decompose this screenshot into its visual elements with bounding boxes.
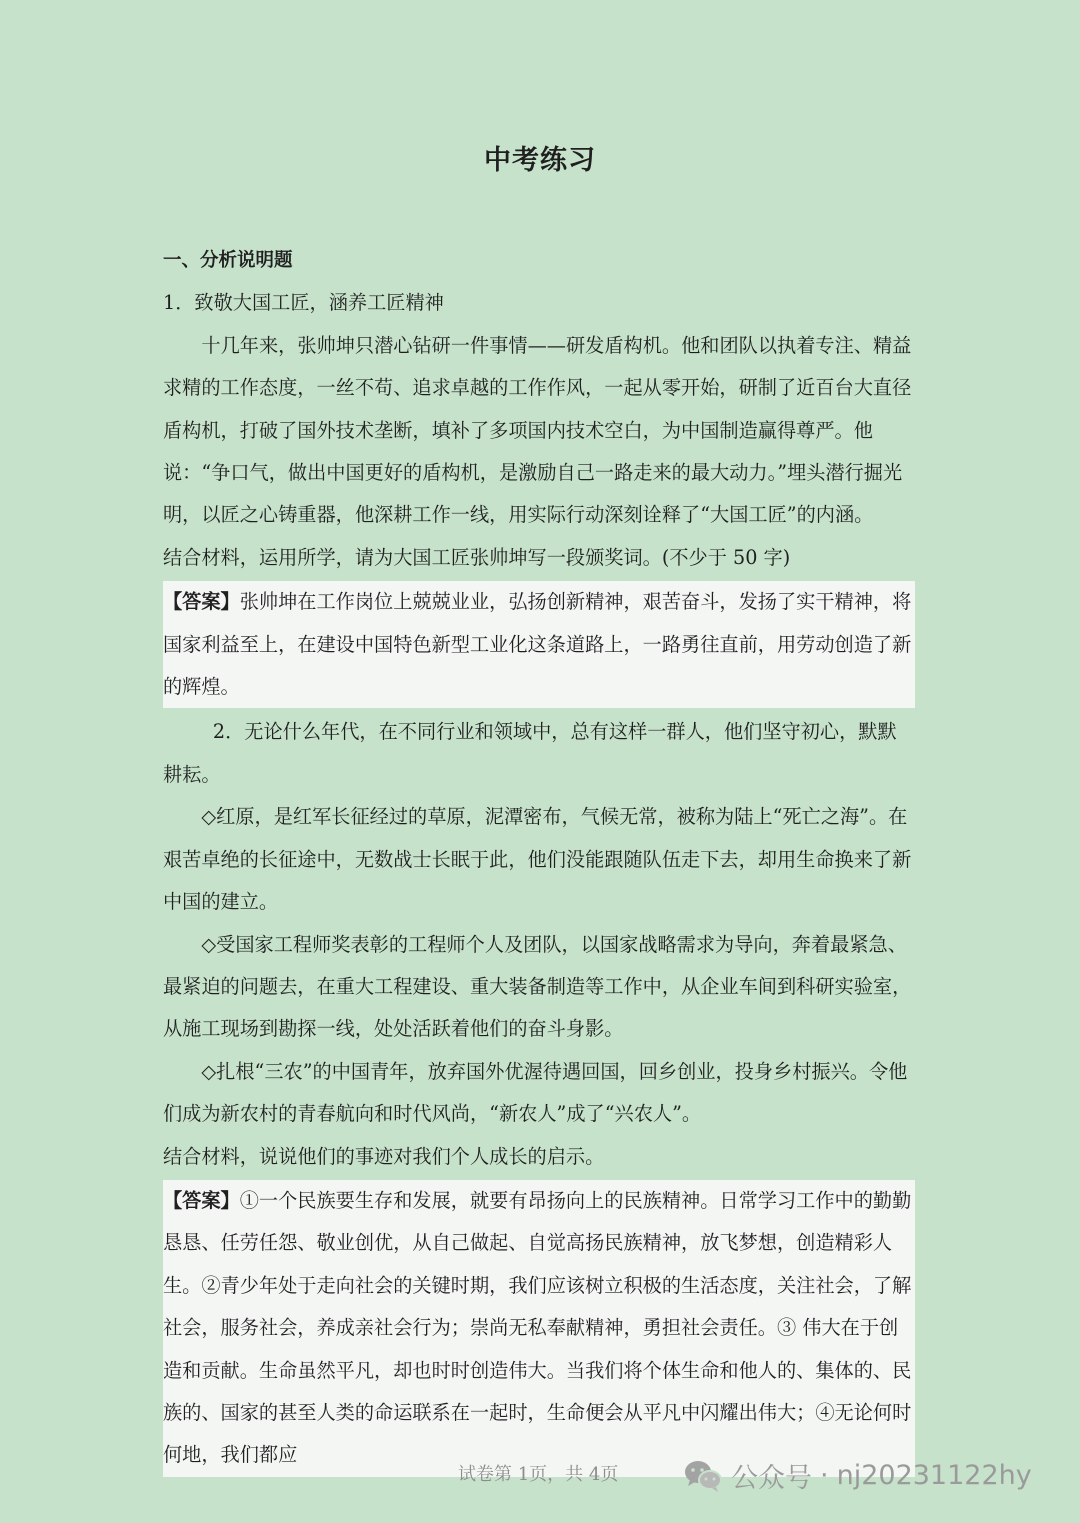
content-body	[163, 240, 915, 1480]
section-heading: 一、分析说明题	[163, 250, 293, 271]
q2-intro: 2．无论什么年代，在不同行业和领域中，总有这样一群人，他们坚守初心，默默耕耘。	[163, 720, 897, 786]
page-title: 中考练习	[484, 145, 596, 176]
watermark-id: nj20231122hy	[836, 1460, 1032, 1491]
q2-answer-text: ①一个民族要生存和发展，就要有昂扬向上的民族精神。日常学习工作中的勤勤恳恳、任劳任怨、敬业创优，从自己做起、自觉高扬民族精神，放飞梦想，创造精彩人生。②青少年处于走向社会的关键时期，我们应该树立积极的生活态度，关注社会，了解社会，服务社会，养成亲社会行为；崇尚无私奉献精神，勇担社会责任。③ 伟大在于创造和贡献。生命虽然平凡，却也时时创造伟大。当我们将个体生命和他人的、集体的、民族的、国家的甚至人类的命运联系在一起时，生命便会从平凡中闪耀出伟大；④无论何时何地，我们都应	[163, 1188, 912, 1467]
q2-question: 结合材料，说说他们的事迹对我们个人成长的启示。	[163, 1144, 605, 1168]
q1-heading: 1．致敬大国工匠，涵养工匠精神	[163, 291, 444, 315]
q2-answer-block	[163, 1180, 915, 1477]
watermark-label: 公众号	[731, 1463, 812, 1494]
q1-answer-block	[163, 581, 915, 708]
q1-answer-text: 张帅坤在工作岗位上兢兢业业，弘扬创新精神，艰苦奋斗，发扬了实干精神，将国家利益至上，在建设中国特色新型工业化这条道路上，一路勇往直前，用劳动创造了新的辉煌。	[163, 590, 912, 699]
q1-answer-label: 【答案】	[163, 590, 240, 614]
page-number: 试卷第 1页，共 4页	[458, 1464, 619, 1485]
watermark-separator: ·	[820, 1460, 829, 1491]
q1-material: 十几年来，张帅坤只潜心钻研一件事情——研发盾构机。他和团队以执着专注、精益求精的工作态度，一丝不苟、追求卓越的工作作风，一起从零开始，研制了近百台大直径盾构机，打破了国外技术垄断，填补了多项国内技术空白，为中国制造赢得尊严。他说：“争口气，做出中国更好的盾构机，是激励自己一路走来的最大动力。”埋头潜行掘光明，以匠之心铸重器，他深耕工作一线，用实际行动深刻诠释了“大国工匠”的内涵。	[163, 333, 912, 527]
watermark	[683, 1456, 1032, 1495]
q2-item: ◇扎根“三农”的中国青年，放弃国外优渥待遇回国，回乡创业，投身乡村振兴。令他们成为新农村的青春航向和时代风尚，“新农人”成了“兴农人”。	[163, 1059, 908, 1126]
q2-item: ◇受国家工程师奖表彰的工程师个人及团队，以国家战略需求为导向，奔着最紧急、最紧迫的问题去，在重大工程建设、重大装备制造等工作中，从企业车间到科研实验室，从施工现场到勘探一线，处处活跃着他们的奋斗身影。	[163, 932, 912, 1041]
q2-item: ◇红原，是红军长征经过的草原，泥潭密布，气候无常，被称为陆上“死亡之海”。在艰苦卓绝的长征途中，无数战士长眠于此，他们没能跟随队伍走下去，却用生命换来了新中国的建立。	[163, 805, 912, 914]
q1-question: 结合材料，运用所学，请为大国工匠张帅坤写一段颁奖词。(不少于 50 字)	[163, 545, 791, 569]
page-footer	[0, 1460, 1080, 1500]
wechat-icon	[683, 1459, 723, 1493]
q2-answer-label: 【答案】	[163, 1188, 240, 1212]
